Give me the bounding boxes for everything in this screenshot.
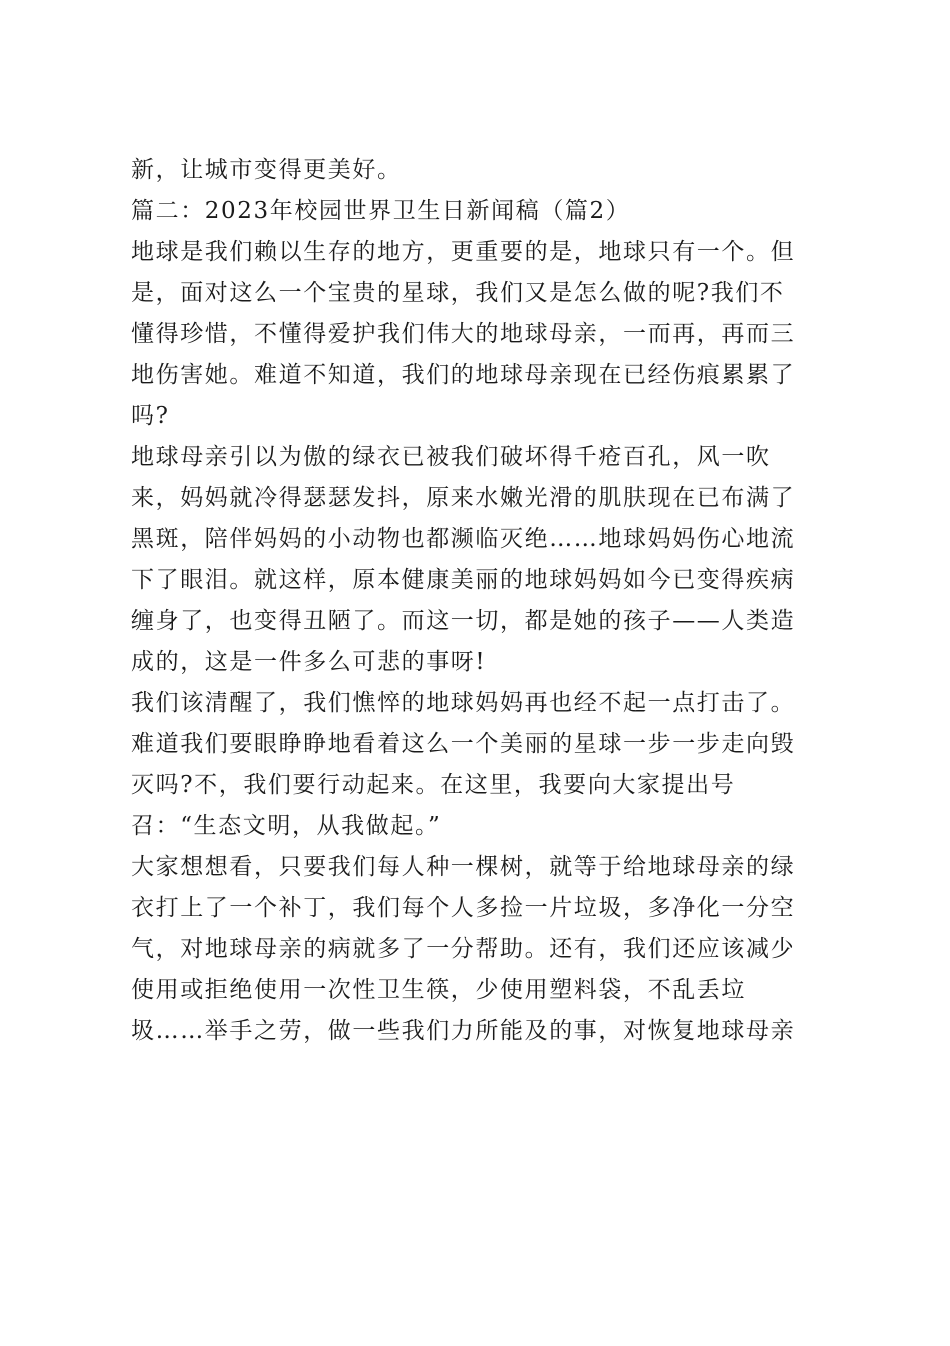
text-line: 下了眼泪。就这样，原本健康美丽的地球妈妈如今已变得疾病 — [131, 567, 796, 593]
section-heading: 篇二：2023年校园世界卫生日新闻稿（篇2） — [131, 198, 631, 224]
text-line: 衣打上了一个补丁，我们每个人多捡一片垃圾，多净化一分空 — [131, 895, 796, 921]
text-line: 大家想想看，只要我们每人种一棵树，就等于给地球母亲的绿 — [131, 854, 796, 880]
text-line: 圾……举手之劳，做一些我们力所能及的事，对恢复地球母亲 — [131, 1018, 796, 1044]
text-line: 我们该清醒了，我们憔悴的地球妈妈再也经不起一点打击了。 — [131, 690, 796, 716]
body-text — [131, 150, 831, 1052]
text-line: 缠身了，也变得丑陋了。而这一切，都是她的孩子——人类造 — [131, 608, 796, 634]
text-line: 气，对地球母亲的病就多了一分帮助。还有，我们还应该减少 — [131, 936, 796, 962]
text-line: 是，面对这么一个宝贵的星球，我们又是怎么做的呢?我们不 — [131, 280, 785, 306]
text-line: 灭吗?不，我们要行动起来。在这里，我要向大家提出号 — [131, 772, 736, 798]
text-line: 懂得珍惜，不懂得爱护我们伟大的地球母亲，一而再，再而三 — [131, 321, 796, 347]
text-line: 使用或拒绝使用一次性卫生筷，少使用塑料袋，不乱丢垃 — [131, 977, 746, 1003]
text-line: 地伤害她。难道不知道，我们的地球母亲现在已经伤痕累累了 — [131, 362, 796, 388]
text-line: 新，让城市变得更美好。 — [131, 157, 402, 183]
text-line: 吗? — [131, 403, 170, 429]
text-line: 难道我们要眼睁睁地看着这么一个美丽的星球一步一步走向毁 — [131, 731, 796, 757]
text-line: 来，妈妈就冷得瑟瑟发抖，原来水嫩光滑的肌肤现在已布满了 — [131, 485, 796, 511]
text-line: 黑斑，陪伴妈妈的小动物也都濒临灭绝……地球妈妈伤心地流 — [131, 526, 796, 552]
text-line: 成的，这是一件多么可悲的事呀! — [131, 649, 487, 675]
text-line: 召：“生态文明，从我做起。” — [131, 813, 442, 839]
text-line: 地球母亲引以为傲的绿衣已被我们破坏得千疮百孔，风一吹 — [131, 444, 771, 470]
text-line: 地球是我们赖以生存的地方，更重要的是，地球只有一个。但 — [131, 239, 796, 265]
